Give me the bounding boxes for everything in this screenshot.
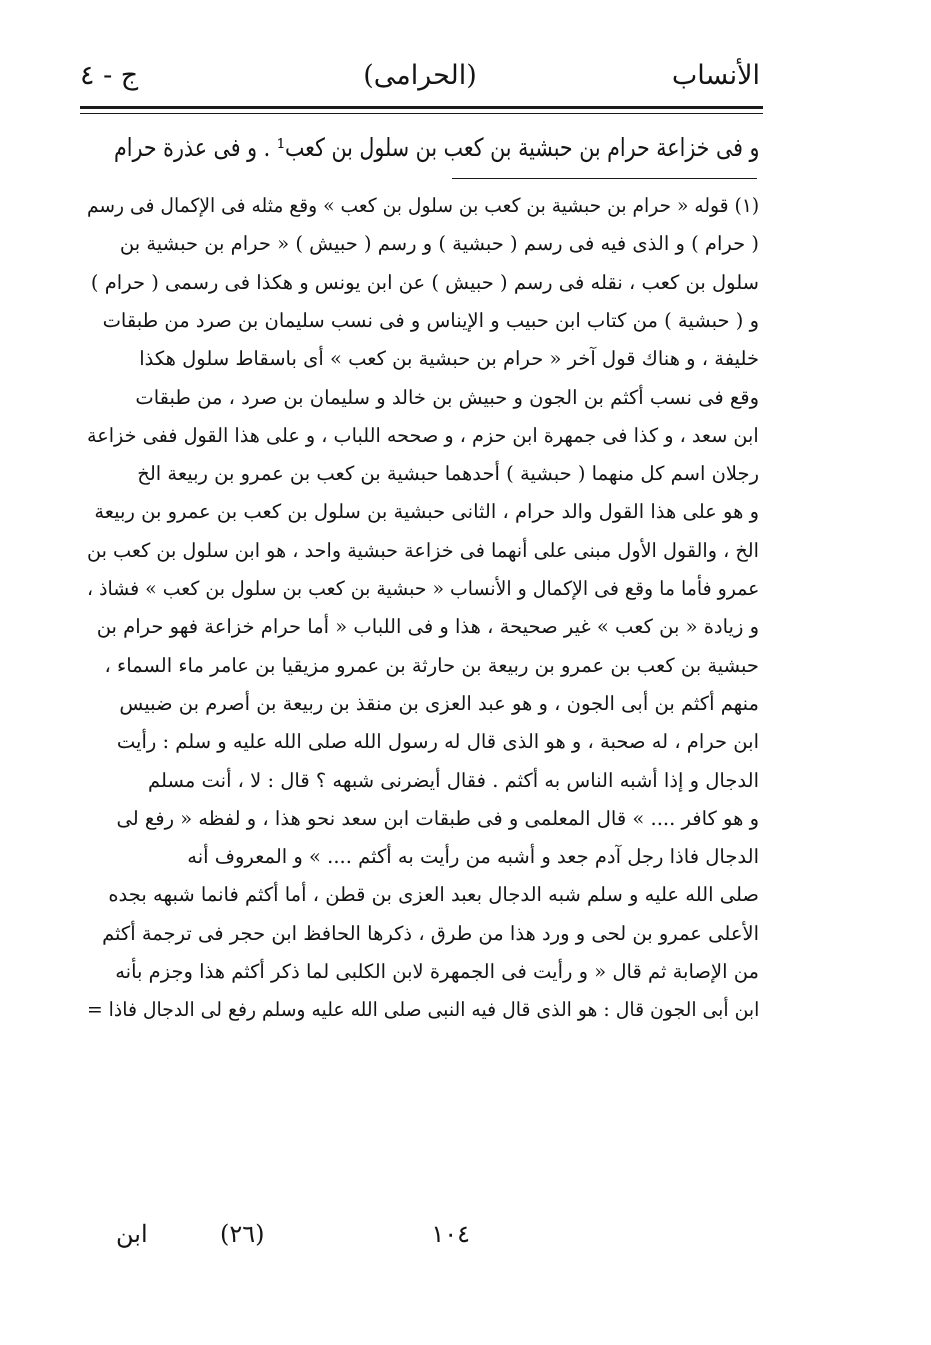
footnote-line: الأعلى عمرو بن لحى و ورد هذا من طرق ، ذكرها الحافظ ابن حجر فى ترجمة أكثم	[102, 921, 759, 945]
footnote-line: و ( حبشية ) من كتاب ابن حبيب و الإيناس و فى نسب سليمان بن صرد من طبقات	[102, 308, 759, 332]
page-number: ١٠٤	[431, 1220, 470, 1248]
footnote-line: (١) قوله « حرام بن حبشية بن كعب بن سلول بن كعب » وقع مثله فى الإكمال فى رسم	[86, 194, 759, 217]
header-book-title: الأنساب	[671, 60, 760, 91]
footnote-line: وقع فى نسب أكثم بن الجون و حبيش بن خالد و سليمان بن صرد ، من طبقات	[135, 385, 759, 409]
footnote-line: و هو كافر .... » قال المعلمى و فى طبقات ابن سعد نحو هذا ، و لفظه « رفع لى	[116, 806, 759, 830]
footnote-line: سلول بن كعب ، نقله فى رسم ( حبيش ) عن ابن يونس و هكذا فى رسمى ( حرام )	[90, 270, 759, 294]
footnote-line: ابن حرام ، له صحبة ، و هو الذى قال له رسول الله صلى الله عليه و سلم : رأيت	[116, 730, 759, 754]
header-volume: ج - ٤	[80, 60, 139, 91]
signature-mark: (٢٦)	[220, 1220, 265, 1248]
footnote-line: الخ ، والقول الأول مبنى على أنهما فى خزاعة حبشية واحد ، هو ابن سلول بن كعب بن	[87, 538, 759, 562]
footnote-line: ابن سعد ، و كذا فى جمهرة ابن حزم ، و صححه اللباب ، و على هذا القول ففى خزاعة	[87, 423, 759, 447]
header-rule-thick	[80, 106, 763, 109]
header-rule-thin	[80, 113, 763, 114]
footnote-line: الدجال و إذا أشبه الناس به أكثم . فقال أيضرنى شبهه ؟ قال : لا ، أنت مسلم	[148, 768, 759, 792]
footnote-line: عمرو فأما ما وقع فى الإكمال و الأنساب « حبشية بن كعب بن سلول بن كعب » فشاذ ،	[86, 577, 759, 600]
page-footer	[100, 1217, 470, 1253]
footnote-line: حبشية بن كعب بن عمرو بن ربيعة بن حارثة بن عمرو مزيقيا بن عامر ماء السماء ،	[104, 653, 759, 677]
footnote-line: ( حرام ) و الذى فيه فى رسم ( حبشية ) و رسم ( حبيش ) « حرام بن حبشية بن	[119, 232, 759, 256]
footnote-line: ابن أبى الجون قال : هو الذى قال فيه النبى صلى الله عليه وسلم رفع لى الدجال فاذا =	[86, 998, 759, 1022]
footnote-line: منهم أكثم بن أبى الجون ، و هو عبد العزى بن منقذ بن ربيعة بن أصرم بن ضبيس	[119, 691, 759, 715]
footnote-line: و هو على هذا القول والد حرام ، الثانى حبشية بن سلول بن كعب بن عمرو بن ربيعة	[94, 500, 759, 524]
footnote-line: من الإصابة ثم قال « و رأيت فى الجمهرة لابن الكلبى لما ذكر أكثم هذا وجزم بأنه	[115, 960, 759, 983]
main-text-line: و فى خزاعة حرام بن حبشية بن كعب بن سلول بن كعب¹ . و فى عذرة حرام	[113, 133, 759, 162]
footnote-line: و زيادة « بن كعب » غير صحيحة ، هذا و فى اللباب « أما حرام خزاعة فهو حرام بن	[96, 615, 759, 639]
footnote-separator	[452, 178, 757, 179]
footnote-line: صلى الله عليه و سلم شبه الدجال بعبد العزى بن قطن ، أما أكثم فانما شبهه بجده	[108, 883, 759, 907]
catchword: ابن	[116, 1220, 148, 1248]
footnote-line: خليفة ، و هناك قول آخر « حرام بن حبشية بن كعب » أى باسقاط سلول هكذا	[139, 347, 759, 371]
header-entry-title: (الحرامى)	[363, 60, 477, 91]
running-header	[80, 58, 760, 98]
footnote-line: الدجال فاذا رجل آدم جعد و أشبه من رأيت به أكثم .... » و المعروف أنه	[187, 845, 759, 869]
footnote-line: رجلان اسم كل منهما ( حبشية ) أحدهما حبشية بن كعب بن عمرو بن ربيعة الخ	[137, 462, 759, 486]
